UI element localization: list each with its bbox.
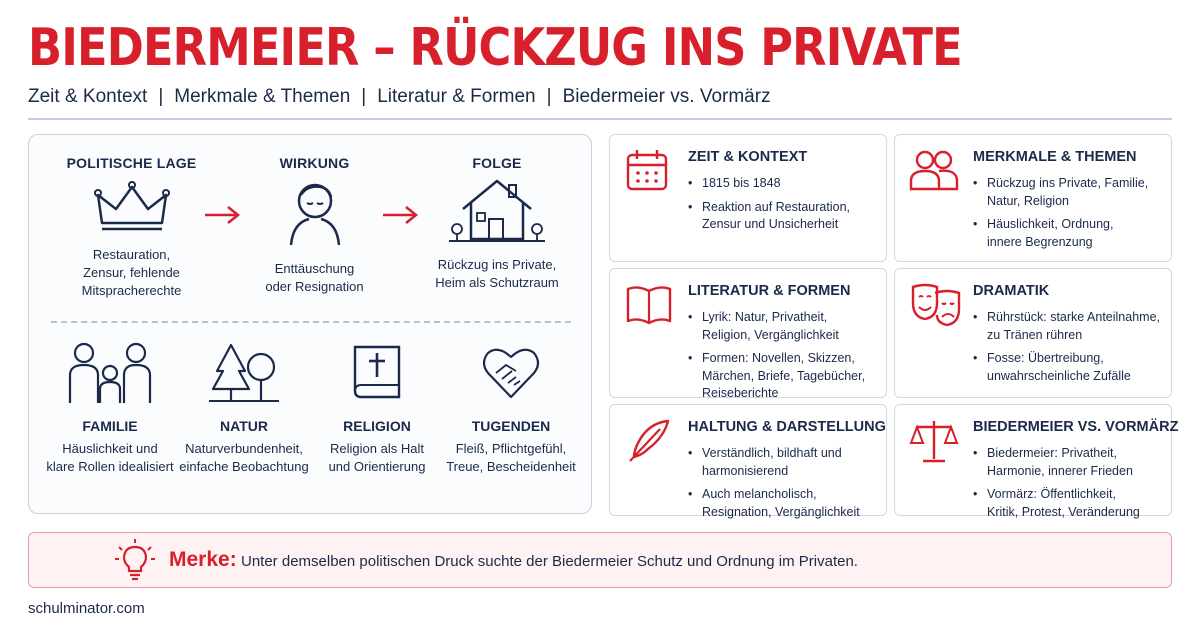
- scales-icon: [909, 417, 959, 465]
- arrow-right-icon: [381, 205, 421, 225]
- theme-virtues: [437, 341, 585, 476]
- card-haltung-darstellung: [609, 404, 887, 519]
- card-heading: BIEDERMEIER VS. VORMÄRZ: [973, 419, 1179, 435]
- card-literatur-formen: [609, 268, 887, 398]
- nav-separator: |: [546, 86, 552, 107]
- merke-label: Merke:: [169, 548, 237, 571]
- theme-text: klare Rollen idealisiert: [46, 459, 174, 474]
- nav-separator: |: [361, 86, 367, 107]
- flow-step-effect: [247, 155, 382, 296]
- card-heading: HALTUNG & DARSTELLUNG: [688, 419, 886, 435]
- nav-item-vergleich[interactable]: Biedermeier vs. Vormärz: [562, 86, 771, 107]
- card-bullet: • Vormärz: Öffentlichkeit, Kritik, Protest, Veränderung: [973, 486, 1161, 521]
- flow-step-text: Zensur, fehlende: [83, 265, 180, 280]
- flow-step-result: [422, 155, 572, 292]
- card-bullet: • Rührstück: starke Anteilnahme, zu Tränen rühren: [973, 309, 1161, 344]
- flow-step-heading: FOLGE: [472, 155, 522, 171]
- card-bullet: • Häuslichkeit, Ordnung, innere Begrenzung: [973, 216, 1161, 251]
- footer-site[interactable]: schulminator.com: [28, 600, 145, 617]
- resigned-person-icon: [285, 177, 345, 247]
- theme-text: Naturverbundenheit,: [185, 441, 303, 456]
- topic-nav: [28, 86, 771, 108]
- theme-text: Religion als Halt: [330, 441, 424, 456]
- calendar-icon: [624, 147, 670, 193]
- lightbulb-icon: [115, 539, 155, 583]
- card-bullet: • Reaktion auf Restauration, Zensur und Unsicherheit: [688, 199, 876, 234]
- card-bullet: • Lyrik: Natur, Privatheit, Religion, Vergänglichkeit: [688, 309, 876, 344]
- flow-step-text: Mitspracherechte: [81, 283, 182, 298]
- family-icon: [62, 341, 158, 403]
- card-heading: MERKMALE & THEMEN: [973, 149, 1137, 165]
- nav-item-literatur[interactable]: Literatur & Formen: [377, 86, 536, 107]
- card-zeit-kontext: [609, 134, 887, 262]
- trees-icon: [209, 341, 279, 403]
- flow-step-text: Enttäuschung: [274, 261, 355, 276]
- flow-step-text: Heim als Schutzraum: [435, 275, 559, 290]
- theme-heading: RELIGION: [343, 418, 411, 434]
- flow-step-text: Restauration,: [92, 247, 171, 262]
- page-title: BIEDERMEIER – RÜCKZUG INS PRIVATE: [28, 18, 962, 78]
- card-bullet: • Fosse: Übertreibung, unwahrscheinliche Zufälle: [973, 350, 1161, 385]
- theme-text: Häuslichkeit und: [62, 441, 158, 456]
- bible-icon: [349, 341, 405, 403]
- theme-heading: NATUR: [220, 418, 268, 434]
- theme-nature: [179, 341, 309, 476]
- people-icon: [909, 147, 959, 193]
- flow-step-heading: POLITISCHE LAGE: [66, 155, 197, 171]
- card-bullet: • Auch melancholisch, Resignation, Vergänglichkeit: [688, 486, 876, 521]
- quill-icon: [624, 417, 672, 465]
- card-bullet: • Biedermeier: Privatheit, Harmonie, innerer Frieden: [973, 445, 1161, 480]
- flow-step-political: [59, 155, 204, 300]
- card-heading: DRAMATIK: [973, 283, 1050, 299]
- card-heading: ZEIT & KONTEXT: [688, 149, 808, 165]
- card-bullet: • Formen: Novellen, Skizzen, Märchen, Briefe, Tagebücher, Reiseberichte: [688, 350, 876, 403]
- theme-text: Treue, Bescheidenheit: [446, 459, 576, 474]
- flow-step-text: Rückzug ins Private,: [437, 257, 557, 272]
- card-bullet: • Verständlich, bildhaft und harmonisierend: [688, 445, 876, 480]
- arrow-right-icon: [203, 205, 243, 225]
- overview-panel: [28, 134, 592, 514]
- flow-step-heading: WIRKUNG: [279, 155, 350, 171]
- crown-icon: [92, 179, 172, 235]
- theme-text: und Orientierung: [328, 459, 426, 474]
- card-biedermeier-vormaerz: [894, 404, 1179, 519]
- merke-box: [28, 532, 1172, 588]
- header-divider: [28, 118, 1172, 120]
- flow-step-text: oder Resignation: [265, 279, 364, 294]
- nav-item-merkmale[interactable]: Merkmale & Themen: [174, 86, 351, 107]
- theme-heading: FAMILIE: [82, 418, 138, 434]
- handshake-heart-icon: [480, 341, 542, 403]
- nav-item-zeit[interactable]: Zeit & Kontext: [28, 86, 148, 107]
- section-divider: [51, 321, 571, 323]
- card-heading: LITERATUR & FORMEN: [688, 283, 851, 299]
- theme-heading: TUGENDEN: [471, 418, 551, 434]
- merke-text: Unter demselben politischen Druck suchte der Biedermeier Schutz und Ordnung im Privaten.: [241, 553, 858, 570]
- card-bullet: • 1815 bis 1848: [688, 175, 876, 193]
- theme-text: Fleiß, Pflichtgefühl,: [455, 441, 567, 456]
- theme-family: [35, 341, 185, 476]
- theme-text: einfache Beobachtung: [179, 459, 309, 474]
- theater-masks-icon: [909, 281, 963, 329]
- card-dramatik: [894, 268, 1172, 398]
- open-book-icon: [624, 281, 674, 327]
- card-bullet: • Rückzug ins Private, Familie, Natur, Religion: [973, 175, 1161, 210]
- house-icon: [449, 175, 545, 245]
- nav-separator: |: [158, 86, 164, 107]
- theme-religion: [317, 341, 437, 476]
- card-merkmale-themen: [894, 134, 1172, 262]
